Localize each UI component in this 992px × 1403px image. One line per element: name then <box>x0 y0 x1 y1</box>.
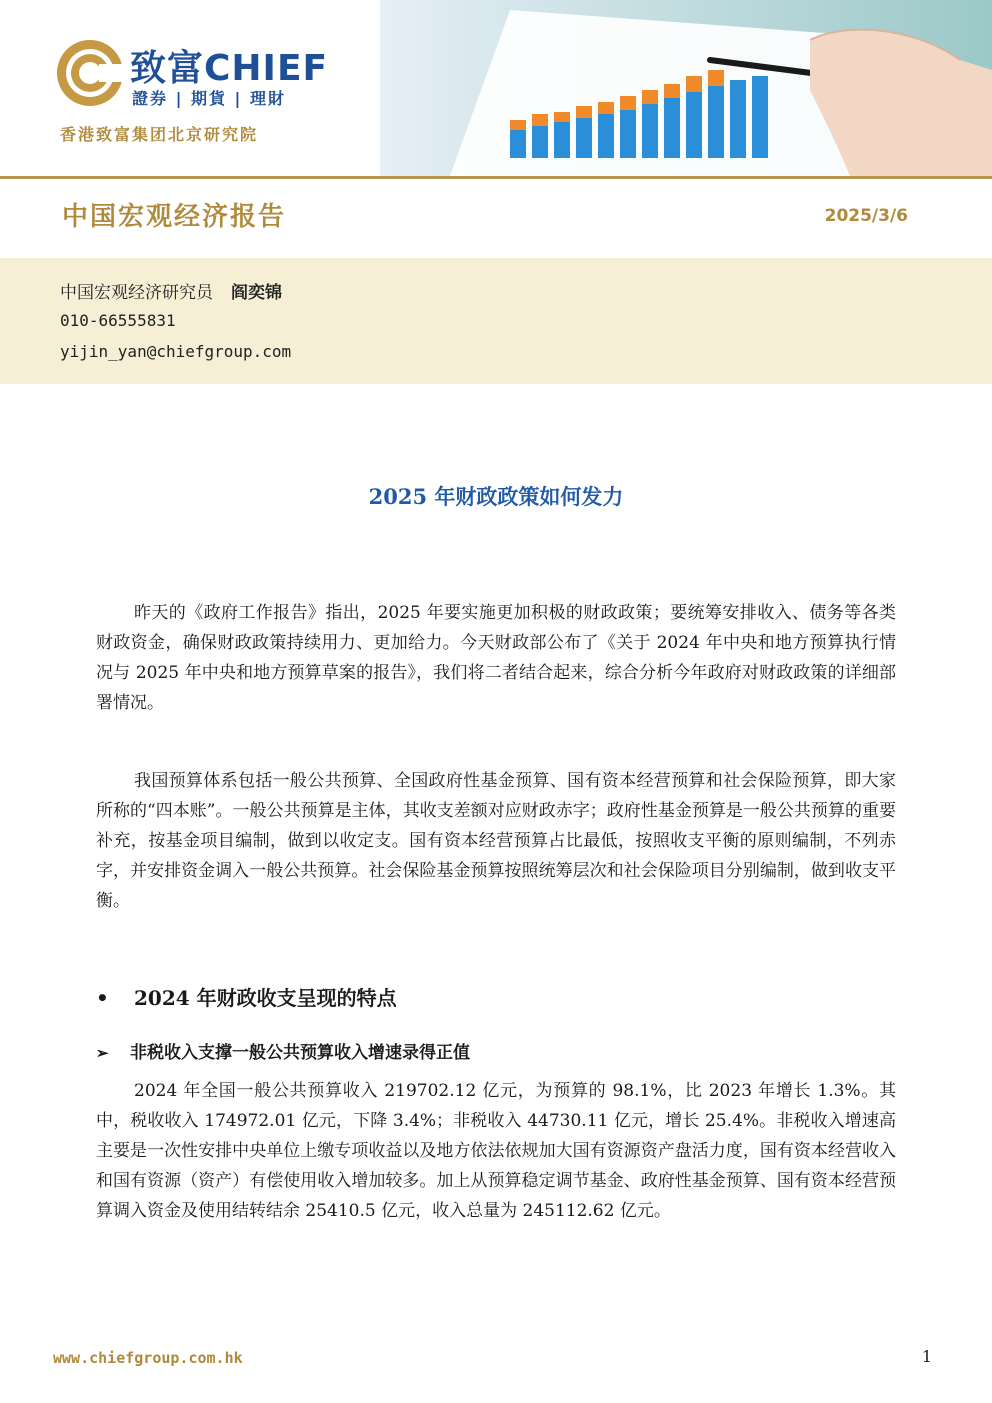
arrow-bullet-icon: ➢ <box>96 1044 109 1062</box>
author-email[interactable]: yijin_yan@chiefgroup.com <box>60 342 292 361</box>
paragraph-budget-system: 我国预算体系包括一般公共预算、全国政府性基金预算、国有资本经营预算和社会保险预算，即大家所称的“四本账”。一般公共预算是主体，其收支差额对应财政赤字；政府性基金预算是一般公共预算的重要补充，按基金项目编制，做到以收定支。国有资本经营预算占比最低，按照收支平衡的原则编制，不列赤字，并安排资金调入一般公共预算。社会保险基金预算按照统筹层次和社会保险项目分别编制，做到收支平衡。 <box>96 771 896 911</box>
page-number: 1 <box>921 1347 932 1366</box>
brand-name: 致富CHIEF <box>130 48 329 89</box>
author-name: 阎奕锦 <box>231 283 282 303</box>
author-role: 中国宏观经济研究员 <box>60 283 213 303</box>
paragraph-intro: 昨天的《政府工作报告》指出，2025 年要实施更加积极的财政政策；要统筹安排收入、债务等各类财政资金，确保财政政策持续用力、更加给力。今天财政部公布了《关于 2024 年中央和地方预算执行情况与 2025 年中央和地方预算草案的报告》，我们将二者结合起来，综合分析今年政府对财政政策的详细部署情况。 <box>96 603 896 713</box>
paragraph-revenue: 2024 年全国一般公共预算收入 219702.12 亿元，为预算的 98.1%，比 2023 年增长 1.3%。其中，税收收入 174972.01 亿元，下降 3.4%；非税收入 44730.11 亿元，增长 25.4%。非税收入增速高主要是一次性安排中央单位上缴专项收益以及地方依法依规加大国有资源资产盘活力度，国有资本经营收入和国有资源（资产）有偿使用收入增加较多。加上从预算稳定调节基金、政府性基金预算、国有资本经营预算调入资金及使用结转结余 25410.5 亿元，收入总量为 245112.62 亿元。 <box>96 1081 896 1221</box>
subsection-title: 非税收入支撑一般公共预算收入增速录得正值 <box>130 1043 470 1063</box>
report-date: 2025/3/6 <box>824 206 908 226</box>
header-divider <box>0 176 992 179</box>
footer-website-link[interactable]: www.chiefgroup.com.hk <box>53 1349 243 1367</box>
author-info-box <box>0 258 992 384</box>
document-title: 2025 年财政政策如何发力 <box>368 484 624 509</box>
author-line <box>60 278 282 303</box>
author-phone: 010-66555831 <box>60 311 176 330</box>
section-title: 2024 年财政收支呈现的特点 <box>134 986 397 1010</box>
institute-name: 香港致富集团北京研究院 <box>60 125 259 144</box>
chart-banner-image <box>380 0 992 176</box>
chief-logo-icon <box>55 38 125 108</box>
section-heading <box>96 982 397 1011</box>
brand-subtitle: 證券 | 期貨 | 理財 <box>132 89 286 108</box>
bullet-icon: • <box>96 986 109 1010</box>
report-title: 中国宏观经济报告 <box>62 202 287 232</box>
report-header <box>0 0 992 178</box>
subsection-heading <box>96 1038 470 1063</box>
